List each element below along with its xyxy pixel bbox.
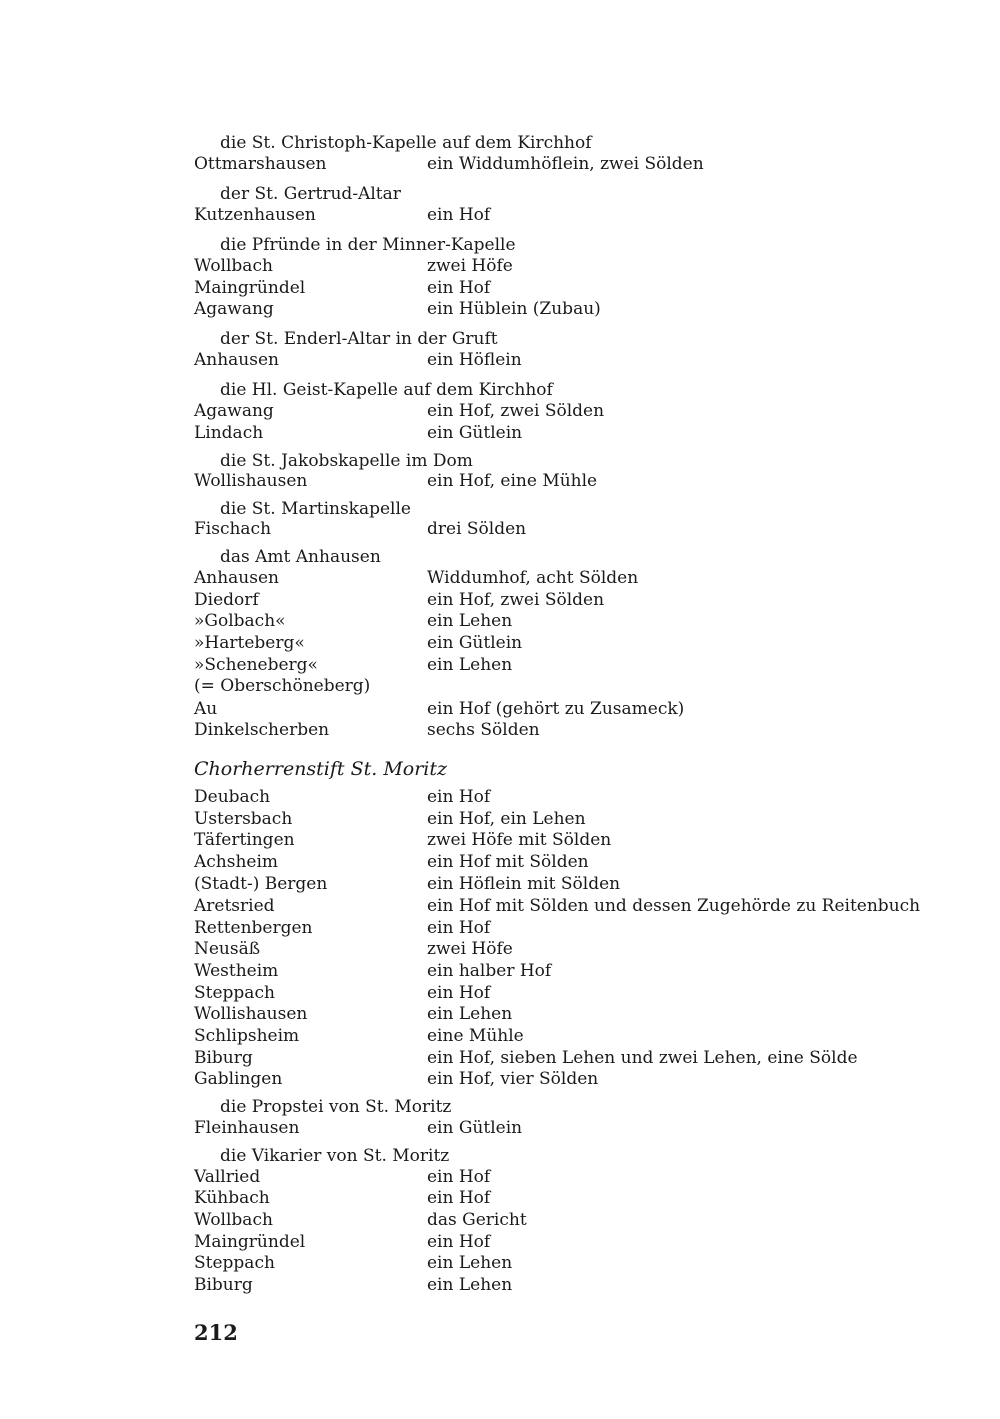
entry-description: ein Lehen	[427, 1253, 513, 1273]
entry-place: Rettenbergen	[194, 918, 313, 938]
entry-description: ein Höflein	[427, 350, 522, 370]
entry-description: ein Hof (gehört zu Zusameck)	[427, 699, 685, 719]
entry-place: (= Oberschöneberg)	[194, 676, 371, 696]
subsection-title: die Propstei von St. Moritz	[220, 1097, 452, 1117]
subsection-title: die St. Christoph-Kapelle auf dem Kirchhof	[220, 133, 592, 153]
entry-place: (Stadt-) Bergen	[194, 874, 328, 894]
entry-place: Agawang	[194, 299, 274, 319]
entry-place: Anhausen	[194, 568, 279, 588]
entry-place: Westheim	[194, 961, 279, 981]
entry-place: Aretsried	[194, 896, 275, 916]
entry-description: ein Hof	[427, 205, 491, 225]
entry-description: ein Hof, sieben Lehen und zwei Lehen, eine Sölde	[427, 1048, 858, 1068]
entry-description: ein Hof	[427, 918, 491, 938]
entry-place: Neusäß	[194, 939, 261, 959]
entry-place: Maingründel	[194, 278, 306, 298]
entry-place: Wollishausen	[194, 471, 308, 491]
entry-description: ein Hüblein (Zubau)	[427, 299, 601, 319]
entry-description: ein Hof	[427, 278, 491, 298]
entry-place: Achsheim	[194, 852, 279, 872]
subsection-title: die St. Jakobskapelle im Dom	[220, 451, 473, 471]
entry-place: Steppach	[194, 1253, 275, 1273]
entry-place: »Harteberg«	[194, 633, 305, 653]
entry-place: Ustersbach	[194, 809, 293, 829]
entry-description: ein Hof, zwei Sölden	[427, 590, 605, 610]
entry-place: Agawang	[194, 401, 274, 421]
entry-place: Deubach	[194, 787, 271, 807]
entry-place: »Scheneberg«	[194, 655, 318, 675]
entry-place: Kühbach	[194, 1188, 270, 1208]
entry-place: Biburg	[194, 1275, 253, 1295]
section-heading: Chorherrenstift St. Moritz	[194, 758, 448, 780]
page-number: 212	[194, 1320, 238, 1345]
subsection-title: das Amt Anhausen	[220, 547, 381, 567]
entry-description: ein Hof mit Sölden	[427, 852, 589, 872]
entry-description: ein Widdumhöflein, zwei Sölden	[427, 154, 704, 174]
entry-description: ein Lehen	[427, 1004, 513, 1024]
entry-description: ein Hof, zwei Sölden	[427, 401, 605, 421]
subsection-title: der St. Enderl-Altar in der Gruft	[220, 329, 498, 349]
entry-place: Schlipsheim	[194, 1026, 300, 1046]
entry-place: Wollbach	[194, 256, 273, 276]
entry-description: ein Hof, ein Lehen	[427, 809, 586, 829]
entry-description: ein Hof mit Sölden und dessen Zugehörde zu Reitenbuch	[427, 896, 921, 916]
entry-description: ein Hof, vier Sölden	[427, 1069, 599, 1089]
entry-description: zwei Höfe	[427, 256, 513, 276]
entry-place: Diedorf	[194, 590, 259, 610]
entry-description: ein Hof	[427, 1188, 491, 1208]
subsection-title: die Hl. Geist-Kapelle auf dem Kirchhof	[220, 380, 553, 400]
entry-place: Kutzenhausen	[194, 205, 316, 225]
entry-description: ein Hof	[427, 1167, 491, 1187]
entry-description: ein Hof	[427, 1232, 491, 1252]
entry-description: ein Hof, eine Mühle	[427, 471, 598, 491]
entry-description: ein Gütlein	[427, 1118, 523, 1138]
entry-description: das Gericht	[427, 1210, 527, 1230]
entry-place: Au	[194, 699, 218, 719]
entry-place: Wollbach	[194, 1210, 273, 1230]
entry-place: Dinkelscherben	[194, 720, 330, 740]
entry-place: Ottmarshausen	[194, 154, 327, 174]
entry-description: ein Gütlein	[427, 423, 523, 443]
subsection-title: die Pfründe in der Minner-Kapelle	[220, 235, 516, 255]
entry-description: ein Höflein mit Sölden	[427, 874, 621, 894]
entry-place: Wollishausen	[194, 1004, 308, 1024]
entry-description: zwei Höfe mit Sölden	[427, 830, 612, 850]
entry-place: Täfertingen	[194, 830, 295, 850]
entry-description: ein halber Hof	[427, 961, 552, 981]
entry-description: ein Hof	[427, 787, 491, 807]
entry-description: drei Sölden	[427, 519, 527, 539]
entry-place: Gablingen	[194, 1069, 283, 1089]
entry-place: »Golbach«	[194, 611, 286, 631]
subsection-title: die Vikarier von St. Moritz	[220, 1146, 450, 1166]
entry-description: Widdumhof, acht Sölden	[427, 568, 639, 588]
entry-description: ein Lehen	[427, 655, 513, 675]
entry-description: eine Mühle	[427, 1026, 524, 1046]
subsection-title: die St. Martinskapelle	[220, 499, 411, 519]
entry-description: ein Hof	[427, 983, 491, 1003]
entry-description: sechs Sölden	[427, 720, 540, 740]
entry-place: Lindach	[194, 423, 264, 443]
entry-place: Fleinhausen	[194, 1118, 300, 1138]
entry-description: ein Lehen	[427, 611, 513, 631]
entry-place: Anhausen	[194, 350, 279, 370]
entry-description: ein Lehen	[427, 1275, 513, 1295]
entry-place: Fischach	[194, 519, 272, 539]
entry-place: Vallried	[194, 1167, 261, 1187]
entry-description: ein Gütlein	[427, 633, 523, 653]
subsection-title: der St. Gertrud-Altar	[220, 184, 401, 204]
entry-place: Steppach	[194, 983, 275, 1003]
entry-description: zwei Höfe	[427, 939, 513, 959]
entry-place: Maingründel	[194, 1232, 306, 1252]
entry-place: Biburg	[194, 1048, 253, 1068]
